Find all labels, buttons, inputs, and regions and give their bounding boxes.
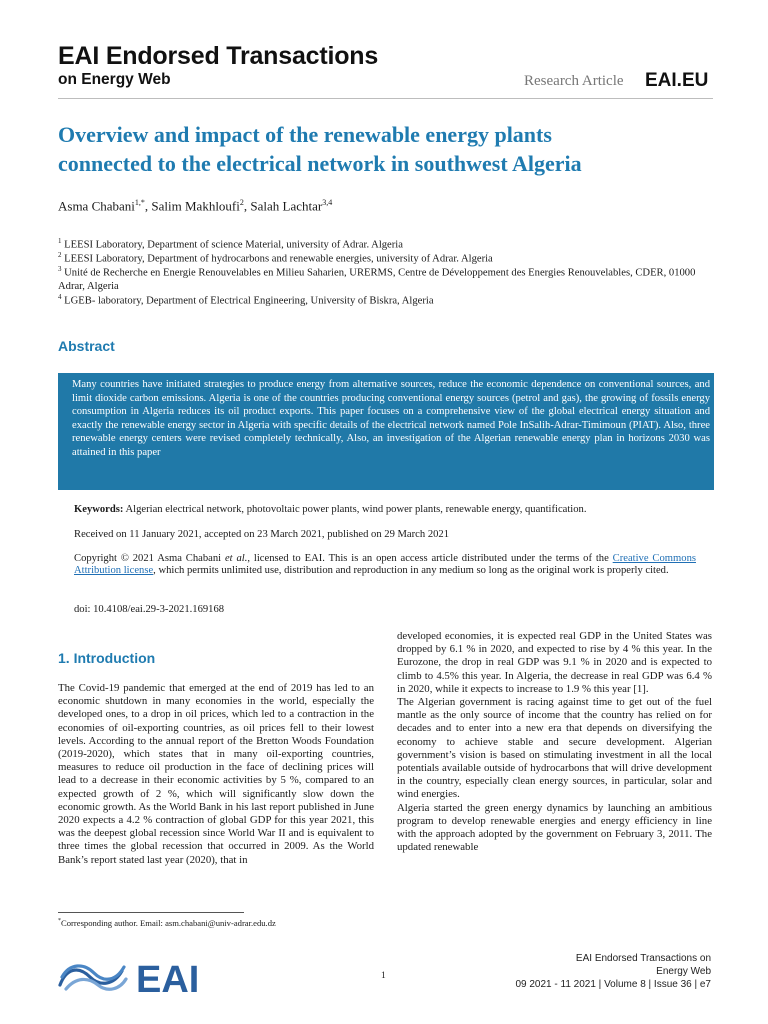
header-divider [58, 98, 713, 99]
author-affiliation-mark: 1,* [134, 198, 145, 207]
copyright-notice [74, 553, 696, 578]
eai-logo [56, 955, 216, 1002]
affiliation-number: 1 [58, 237, 62, 245]
footer-line: Energy Web [656, 965, 711, 977]
affiliation-number: 3 [58, 265, 62, 273]
introduction-left-column [58, 682, 374, 867]
keywords-label: Keywords: [74, 504, 124, 515]
copyright-text: , licensed to EAI. This is an open access article distributed under the terms of the [247, 553, 613, 564]
author-separator: , [243, 198, 251, 214]
author-affiliation-mark: 3,4 [322, 198, 333, 207]
keywords [74, 503, 586, 516]
affiliation-number: 4 [58, 293, 62, 301]
author-affiliation-mark: 2 [239, 198, 244, 207]
abstract-text: Many countries have initiated strategies to produce energy from alternative sources, reduce the economic dependence on conventional sources, and limit dioxide carbon emissions. Algeria is one of the countries producing conventional energy sources (petrol and gas), the growing of fossils energy consumption in Algeria reduces its oil product exports. This paper focuses on a comprehensive view of the global electrical energy situation and exactly the renewable energy sector in Algeria with specific details of the electrical network named Pole InSalih-Adrar-Timimoun (PIAT). Also, three renewable energy centers were revised completely technically, Also, an investigation of the Algerian renewable energy plan in horizons 2030 was attained in this paper [72, 379, 710, 458]
affiliation-3 [58, 263, 718, 294]
publisher-mark: EAI.EU [645, 70, 709, 91]
eai-logo-text: EAI [136, 959, 200, 997]
body-paragraph: developed economies, it is expected real GDP in the United States was dropped by 6.1 % in 2020, and expected to rise by 4 % this year. In the Eurozone, the drop in real GDP was 9.1 % in 2020 and is expected to climb to 4.5% this year. In Algeria, the decrease in real GDP was 6.4 % in 2020, while it expects to increase to 1.9 % this year [1]. [397, 630, 712, 695]
affiliation-text: LGEB- laboratory, Department of Electrical Engineering, University of Biskra, Algeria [64, 295, 434, 307]
journal-subtitle: on Energy Web [58, 71, 171, 88]
affiliation-text: LEESI Laboratory, Department of science Material, university of Adrar. Algeria [64, 239, 403, 251]
page-number: 1 [381, 971, 386, 981]
affiliation-text: LEESI Laboratory, Department of hydrocarbons and renewable energies, university of Adrar. Algeria [64, 253, 493, 265]
footer-line: EAI Endorsed Transactions on [575, 953, 711, 964]
abstract-box [58, 373, 714, 490]
copyright-text: Copyright © 2021 Asma Chabani [74, 553, 225, 564]
body-paragraph: The Covid-19 pandemic that emerged at the end of 2019 has led to an economic shutdown in many economies in the world, especially the developed ones, to a drop in oil prices, which led to a contraction in the economies of oil-exporting countries, as oil prices fell to their lowest levels. According to the annual report of the Bretton Woods Foundation (2019-2020), which states that in many oil-exporting countries, measures to reduce oil production in the face of declining prices will lead to a decrease in their economic activities by 5 %, compared to an expected growth of 2 %, which will significantly slow down the economic growth. As the World Bank in his last report published in June 2020 expects a 4.2 % contraction of global GDP for this year 2021, this was the deepest global recession since World War II and is equivalent to three times the global recession that occurred in 2009. As the World Bank’s report stated last year (2020), that in [58, 682, 374, 866]
body-paragraph: The Algerian government is racing against time to get out of the fuel mantle as the only source of income that the country has relied on for decades and to enter into a new era that depends on diversifying the economy to achieve stable and secure development. Algerian government’s vision is based on stimulating investment in all the local potentials available outside of hydrocarbons that will drive development in the country, especially clean energy sources, in particular, solar and wind energies. [397, 696, 712, 801]
footnote [58, 918, 276, 928]
author-list [58, 198, 332, 214]
affiliation-number: 2 [58, 251, 62, 259]
keywords-text: Algerian electrical network, photovoltaic power plants, wind power plants, renewable energy, quantification. [125, 504, 587, 515]
doi[interactable]: doi: 10.4108/eai.29-3-2021.169168 [74, 604, 225, 615]
paper-title-line-1: Overview and impact of the renewable energy plants [58, 122, 552, 147]
affiliation-text: Unité de Recherche en Energie Renouvelables en Milieu Saharien, URERMS, Centre de Développement des Energies Renouvelables, CDER, 01000 Adrar, Algeria [58, 267, 696, 293]
publication-dates: Received on 11 January 2021, accepted on 23 March 2021, published on 29 March 2021 [74, 529, 450, 540]
footnote-mark: * [58, 918, 61, 925]
footer-line: 09 2021 - 11 2021 | Volume 8 | Issue 36 | e7 [515, 978, 711, 990]
eai-logo-mark-icon [56, 955, 216, 997]
journal-title: EAI Endorsed Transactions [58, 42, 379, 70]
footnote-divider [58, 912, 244, 913]
journal-footer-info [515, 953, 711, 991]
article-type: Research Article [524, 73, 624, 89]
abstract-heading: Abstract [58, 338, 115, 354]
footnote-text: Corresponding author. Email: asm.chabani@univ-adrar.edu.dz [61, 918, 276, 928]
author-name: Salah Lachtar [250, 198, 323, 214]
introduction-heading: 1. Introduction [58, 650, 156, 666]
paper-title [58, 120, 718, 178]
license-link[interactable]: Creative Commons Attribution license [74, 553, 696, 577]
author-name: Salim Makhloufi [151, 198, 240, 214]
body-paragraph: Algeria started the green energy dynamics by launching an ambitious program to develop renewable energies and energy efficiency in line with the approach adopted by the government on February 3, 2011. The updated renewable [397, 801, 712, 854]
copyright-text: , which permits unlimited use, distribution and reproduction in any medium so long as the original work is properly cited. [153, 565, 669, 577]
affiliation-4 [58, 291, 718, 308]
copyright-etal: et al. [224, 553, 248, 564]
author-name: Asma Chabani [58, 198, 135, 214]
paper-title-line-2: connected to the electrical network in southwest Algeria [58, 151, 582, 176]
introduction-right-column [397, 630, 712, 854]
author-separator: , [144, 198, 152, 214]
